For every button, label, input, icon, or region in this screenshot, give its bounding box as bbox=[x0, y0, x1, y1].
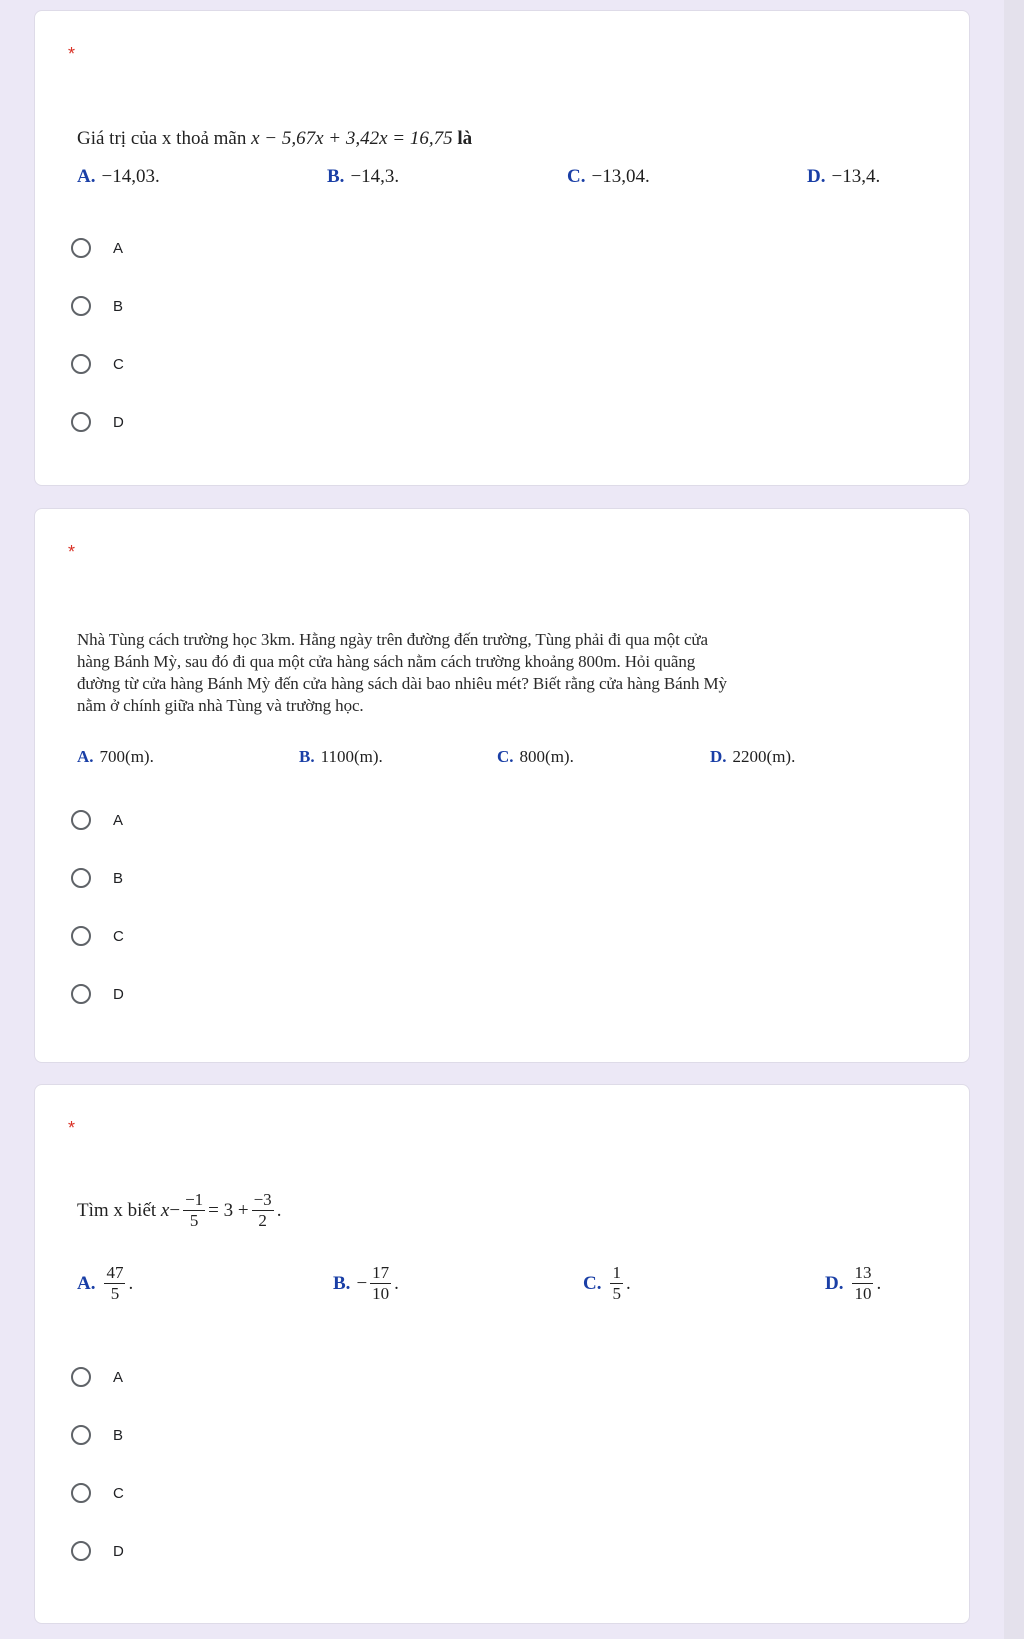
question-card-2 bbox=[34, 508, 970, 1063]
choice-d: D. $\frac{13}{10}$ . bbox=[825, 1263, 882, 1303]
radio-option-d[interactable]: D bbox=[71, 408, 124, 436]
fraction: $\frac{-1}{5}$ bbox=[185, 1190, 204, 1230]
radio-option-a[interactable]: A bbox=[71, 806, 123, 834]
radio-option-a[interactable]: A bbox=[71, 234, 123, 262]
choice-c: C. $\frac{1}{5}$ . bbox=[583, 1263, 631, 1303]
required-mark: * bbox=[68, 1118, 76, 1138]
required-mark: * bbox=[68, 44, 76, 64]
radio-option-a[interactable]: A bbox=[71, 1363, 123, 1391]
question-text: Nhà Tùng cách trường học 3km. Hằng ngày trên đường đến trường, Tùng phải đi qua một cửa hàng Bánh Mỳ, sau đó đi qua một cửa hàng sách nằm cách trường khoảng 800m. Hỏi quãng đường từ cửa hàng Bánh Mỳ đến cửa hàng sách dài bao nhiêu mét? Biết rằng cửa hàng Bánh Mỳ nằm ở chính giữa nhà Tùng và trường học. bbox=[77, 630, 727, 715]
choice-a: A. −14,03. bbox=[77, 166, 160, 187]
radio-option-c[interactable]: C bbox=[71, 350, 124, 378]
radio-circle[interactable] bbox=[71, 1425, 91, 1445]
radio-option-b[interactable]: B bbox=[71, 1421, 123, 1449]
radio-option-b[interactable]: B bbox=[71, 864, 123, 892]
radio-circle[interactable] bbox=[71, 1541, 91, 1561]
choice-c: C. −13,04. bbox=[567, 166, 650, 187]
radio-option-d[interactable]: D bbox=[71, 1537, 124, 1565]
radio-circle[interactable] bbox=[71, 1367, 91, 1387]
radio-circle[interactable] bbox=[71, 296, 91, 316]
scrollbar[interactable] bbox=[1004, 0, 1024, 1639]
radio-option-d[interactable]: D bbox=[71, 980, 124, 1008]
radio-circle[interactable] bbox=[71, 868, 91, 888]
fraction: $\frac{-3}{2}$ bbox=[253, 1190, 272, 1230]
question-card-3 bbox=[34, 1084, 970, 1624]
radio-circle[interactable] bbox=[71, 238, 91, 258]
required-mark: * bbox=[68, 542, 76, 562]
choice-b: B. 1100(m). bbox=[299, 747, 383, 766]
choice-a: A. $\frac{47}{5}$ . bbox=[77, 1263, 134, 1303]
question-text: Giá trị của x thoả mãn x − 5,67x + 3,42x = 16,75 là bbox=[77, 128, 473, 149]
radio-circle[interactable] bbox=[71, 354, 91, 374]
choice-c: C. 800(m). bbox=[497, 747, 574, 766]
choice-b: B. − $\frac{17}{10}$ . bbox=[333, 1263, 399, 1303]
radio-circle[interactable] bbox=[71, 810, 91, 830]
choice-d: D. 2200(m). bbox=[710, 747, 796, 766]
radio-circle[interactable] bbox=[71, 1483, 91, 1503]
radio-circle[interactable] bbox=[71, 412, 91, 432]
equation: x − 5,67x + 3,42x = 16,75 bbox=[251, 128, 453, 149]
choice-a: A. 700(m). bbox=[77, 747, 154, 766]
radio-circle[interactable] bbox=[71, 926, 91, 946]
choice-d: D. −13,4. bbox=[807, 166, 881, 187]
choice-b: B. −14,3. bbox=[327, 166, 400, 187]
question-text: Tìm x biết x − $\frac{-1}{5}$ = 3 + $\frac{-3}{2}$ . bbox=[77, 1190, 282, 1230]
radio-option-c[interactable]: C bbox=[71, 922, 124, 950]
radio-option-b[interactable]: B bbox=[71, 292, 123, 320]
radio-option-c[interactable]: C bbox=[71, 1479, 124, 1507]
radio-circle[interactable] bbox=[71, 984, 91, 1004]
question-card-1 bbox=[34, 10, 970, 486]
